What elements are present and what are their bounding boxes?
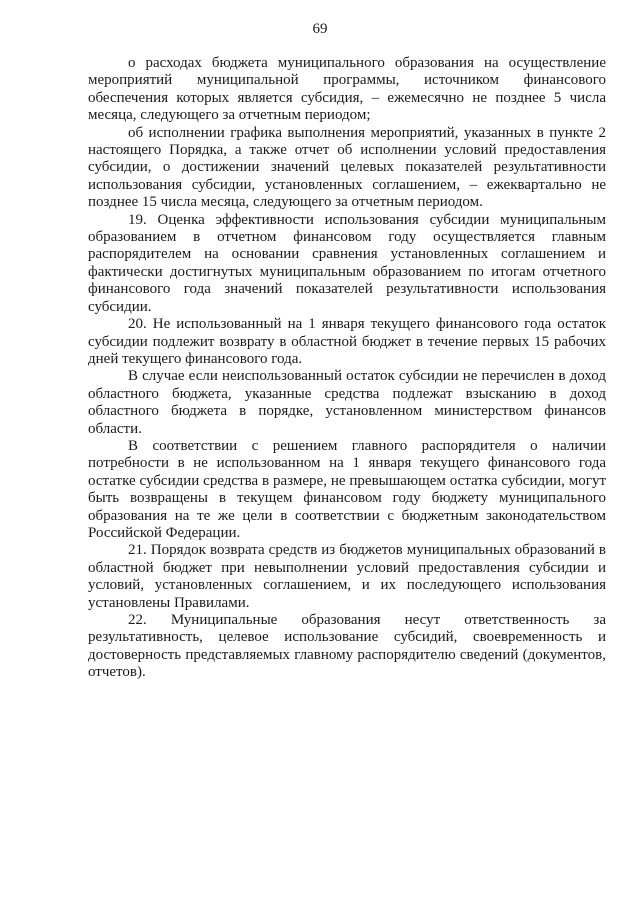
page-number: 69 xyxy=(312,21,328,37)
paragraph-item-20: 20. Не использованный на 1 января текущего финансового года остаток субсидии подлежит возврату в областной бюджет в течение первых 15 рабочих дней текущего финансового года. xyxy=(88,316,606,367)
paragraph-item-22: 22. Муниципальные образования несут ответственность за результативность, целевое использование субсидий, своевременность и достоверность представляемых главному распорядителю сведений (документов, отчетов). xyxy=(88,612,606,681)
paragraph-reports-schedule: об исполнении графика выполнения мероприятий, указанных в пункте 2 настоящего Порядка, а также отчет об исполнении условий предоставления субсидии, о достижении значений целевых показателей результативности использования субсидии, установленных соглашением, – ежеквартально не позднее 15 числа месяца, следующего за отчетным периодом. xyxy=(88,124,606,211)
paragraph-item-19: 19. Оценка эффективности использования субсидии муниципальным образованием в отчетном финансовом году осуществляется главным распорядителем на основании сравнения установленных соглашением и фактически достигнутых муниципальным образованием по итогам отчетного финансового года значений показателей результативности использования субсидии. xyxy=(88,211,606,315)
paragraph-unused-balance: В случае если неиспользованный остаток субсидии не перечислен в доход областного бюджета, указанные средства подлежат взысканию в доход областного бюджета в порядке, установленном министерством финансов области. xyxy=(88,368,606,437)
paragraph-return-decision: В соответствии с решением главного распорядителя о наличии потребности в не использованном на 1 января текущего финансового года остатке субсидии средства в размере, не превышающем остатка субсидии, могут быть возвращены в текущем финансовом году бюджету муниципального образования на те же цели в соответствии с бюджетным законодательством Российской Федерации. xyxy=(88,437,606,541)
paragraph-reports-expenses: о расходах бюджета муниципального образования на осуществление мероприятий муниципальной программы, источником финансового обеспечения которых является субсидия, – ежемесячно не позднее 5 числа месяца, следующего за отчетным периодом; xyxy=(88,55,606,124)
document-body xyxy=(88,55,606,682)
paragraph-item-21: 21. Порядок возврата средств из бюджетов муниципальных образований в областной бюджет при невыполнении условий предоставления субсидии и условий, установленных соглашением, и их последующего использования установлены Правилами. xyxy=(88,542,606,611)
